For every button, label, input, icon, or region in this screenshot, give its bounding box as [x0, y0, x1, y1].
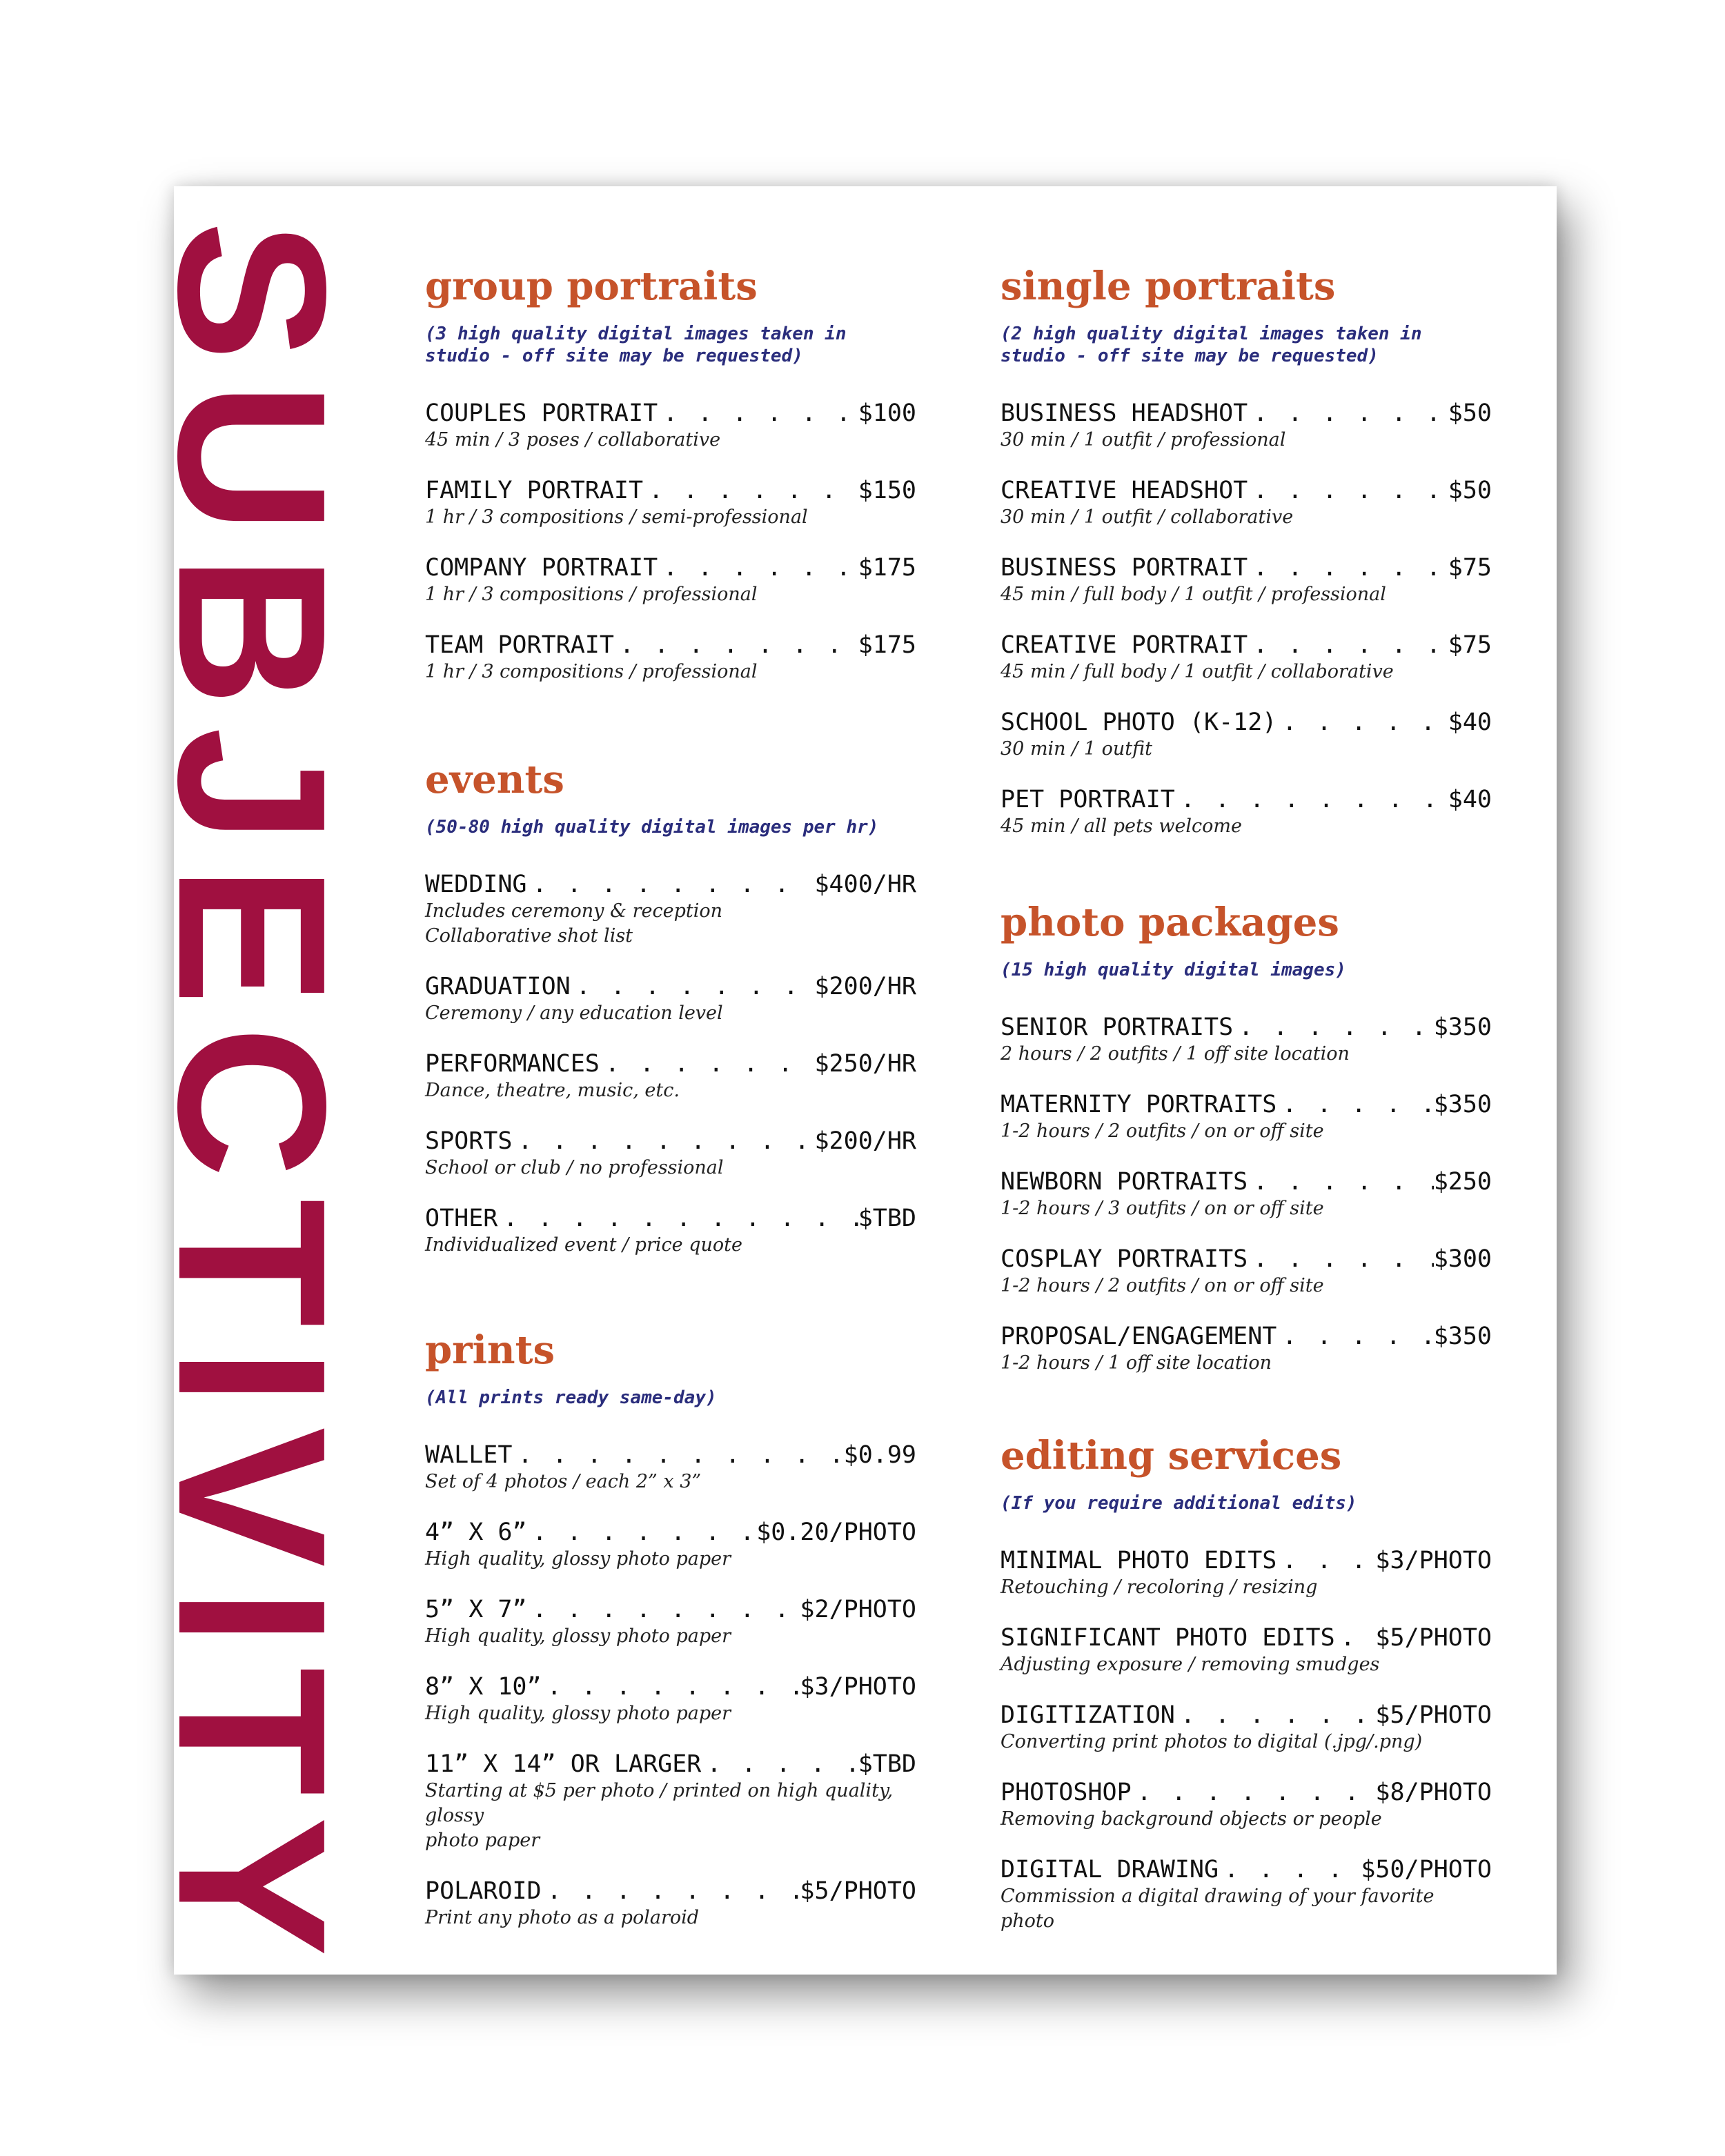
item-description: High quality, glossy photo paper — [425, 1703, 731, 1724]
price-line — [1000, 1546, 1492, 1575]
item-description: High quality, glossy photo paper — [425, 1548, 731, 1570]
section-title: single portraits — [1000, 264, 1336, 309]
item-description: Includes ceremony & reception — [425, 900, 722, 922]
item-description: 1 hr / 3 compositions / professional — [425, 661, 758, 682]
price-item — [425, 1204, 916, 1258]
item-name: MATERNITY PORTRAITS — [1000, 1091, 1277, 1118]
item-description: 45 min / full body / 1 outfit / professional — [1000, 584, 1386, 605]
item-description: 1-2 hours / 1 off site location — [1000, 1352, 1272, 1374]
price-line — [425, 1127, 916, 1156]
price-line — [1000, 1701, 1492, 1730]
item-description: Individualized event / price quote — [425, 1234, 742, 1256]
price-item — [1000, 1546, 1492, 1600]
item-price: $3/PHOTO — [800, 1673, 916, 1701]
item-price: $40 — [1448, 709, 1492, 736]
item-description: Set of 4 photos / each 2” x 3” — [425, 1471, 702, 1492]
section-prints — [425, 1326, 916, 1954]
item-name: OTHER — [425, 1205, 498, 1232]
section-photo-packages — [1000, 898, 1492, 1399]
price-item — [1000, 631, 1492, 684]
price-line — [425, 1877, 916, 1906]
section-title: prints — [425, 1327, 555, 1373]
dot-leader — [658, 399, 858, 428]
section-note: (50-80 high quality digital images per hr) — [425, 817, 879, 838]
item-price: $175 — [858, 631, 916, 659]
item-price: $75 — [1448, 631, 1492, 659]
item-name: DIGITAL DRAWING — [1000, 1856, 1219, 1883]
item-description: 1 hr / 3 compositions / semi-professional — [425, 506, 808, 528]
price-line — [425, 972, 916, 1001]
item-price: $8/PHOTO — [1375, 1779, 1492, 1806]
dot-leader — [1219, 1855, 1361, 1884]
section-title: editing services — [1000, 1433, 1342, 1478]
price-line — [1000, 1855, 1492, 1884]
item-price: $0.99 — [843, 1441, 916, 1469]
dot-leader — [1276, 1546, 1375, 1575]
section-note: (3 high quality digital images taken in studio - off site may be requested) — [425, 324, 847, 366]
price-line — [1000, 1013, 1492, 1042]
price-item — [425, 1595, 916, 1649]
price-line — [1000, 399, 1492, 428]
section-single-portraits — [1000, 262, 1492, 862]
dot-leader — [1233, 1013, 1434, 1042]
dot-leader — [527, 1595, 800, 1624]
price-item — [1000, 1245, 1492, 1298]
item-price: $50 — [1448, 399, 1492, 427]
item-price: $3/PHOTO — [1375, 1547, 1492, 1574]
item-price: $50 — [1448, 477, 1492, 504]
dot-leader — [571, 972, 815, 1001]
item-price: $75 — [1448, 554, 1492, 582]
item-name: SIGNIFICANT PHOTO EDITS — [1000, 1624, 1335, 1652]
item-name: PROPOSAL/ENGAGEMENT — [1000, 1323, 1277, 1350]
price-line — [1000, 708, 1492, 737]
item-name: 8” X 10” — [425, 1673, 542, 1701]
price-item — [425, 1518, 916, 1572]
price-line — [425, 1518, 916, 1547]
price-item — [425, 1441, 916, 1494]
dot-leader — [1132, 1778, 1376, 1807]
item-description: 30 min / 1 outfit — [1000, 738, 1152, 760]
price-item — [1000, 1855, 1492, 1934]
dot-leader — [542, 1672, 800, 1701]
item-description: Converting print photos to digital (.jpg/.png) — [1000, 1731, 1423, 1752]
dot-leader — [1276, 708, 1448, 737]
item-price: $50/PHOTO — [1361, 1856, 1492, 1883]
section-group-portraits — [425, 262, 916, 708]
price-item — [1000, 785, 1492, 839]
dot-leader — [497, 1204, 858, 1233]
item-price: $TBD — [858, 1750, 916, 1778]
item-price: $TBD — [858, 1205, 916, 1232]
price-line — [1000, 1090, 1492, 1119]
item-description: Adjusting exposure / removing smudges — [1000, 1654, 1380, 1675]
price-item — [1000, 1013, 1492, 1067]
price-line — [1000, 631, 1492, 660]
item-name: GRADUATION — [425, 973, 571, 1000]
item-description: 1-2 hours / 2 outfits / on or off site — [1000, 1275, 1324, 1296]
item-name: TEAM PORTRAIT — [425, 631, 614, 659]
item-name: SCHOOL PHOTO (K-12) — [1000, 709, 1277, 736]
price-item — [425, 1049, 916, 1103]
price-line — [425, 553, 916, 582]
dot-leader — [512, 1441, 843, 1470]
price-item — [425, 1127, 916, 1180]
price-item — [1000, 1167, 1492, 1221]
price-item — [425, 553, 916, 607]
item-description: 45 min / full body / 1 outfit / collaborative — [1000, 661, 1394, 682]
price-line — [1000, 785, 1492, 814]
item-description: High quality, glossy photo paper — [425, 1625, 731, 1647]
item-description: Dance, theatre, music, etc. — [425, 1080, 680, 1101]
item-description: 1-2 hours / 2 outfits / on or off site — [1000, 1120, 1324, 1142]
dot-leader — [527, 870, 815, 899]
item-price: $200/HR — [814, 1127, 916, 1155]
dot-leader — [1248, 1245, 1433, 1274]
section-title: group portraits — [425, 264, 758, 309]
section-title: events — [425, 757, 564, 802]
item-price: $350 — [1433, 1013, 1492, 1041]
dot-leader — [1276, 1090, 1433, 1119]
price-item — [425, 476, 916, 530]
item-name: MINIMAL PHOTO EDITS — [1000, 1547, 1277, 1574]
dot-leader — [1248, 553, 1448, 582]
item-name: PERFORMANCES — [425, 1050, 600, 1078]
item-name: 11” X 14” OR LARGER — [425, 1750, 702, 1778]
dot-leader — [1248, 476, 1448, 505]
item-name: NEWBORN PORTRAITS — [1000, 1168, 1248, 1196]
item-price: $250 — [1433, 1168, 1492, 1196]
dot-leader — [1248, 399, 1448, 428]
price-line — [425, 1441, 916, 1470]
price-line — [1000, 1623, 1492, 1652]
price-item — [1000, 1090, 1492, 1144]
price-item — [425, 1750, 916, 1853]
item-description: Retouching / recoloring / resizing — [1000, 1576, 1318, 1598]
section-note: (15 high quality digital images) — [1000, 960, 1346, 980]
price-line — [1000, 553, 1492, 582]
price-line — [1000, 1167, 1492, 1196]
item-price: $2/PHOTO — [800, 1596, 916, 1623]
section-title: photo packages — [1000, 900, 1339, 945]
item-name: PET PORTRAIT — [1000, 786, 1175, 813]
item-price: $100 — [858, 399, 916, 427]
brand-title: SUBJECTIVITY — [135, 221, 370, 1978]
price-item — [1000, 476, 1492, 530]
price-line — [425, 1049, 916, 1078]
item-description: Ceremony / any education level — [425, 1002, 723, 1024]
dot-leader — [1175, 785, 1448, 814]
price-line — [1000, 1245, 1492, 1274]
item-name: SPORTS — [425, 1127, 513, 1155]
item-name: POLAROID — [425, 1877, 542, 1905]
item-price: $350 — [1433, 1323, 1492, 1350]
item-price: $350 — [1433, 1091, 1492, 1118]
section-note: (If you require additional edits) — [1000, 1493, 1357, 1514]
dot-leader — [1248, 631, 1448, 660]
item-price: $200/HR — [814, 973, 916, 1000]
item-description-line-2: photo paper — [425, 1830, 540, 1851]
item-price: $250/HR — [814, 1050, 916, 1078]
price-item — [425, 1672, 916, 1726]
item-price: $5/PHOTO — [1375, 1701, 1492, 1729]
item-name: DIGITIZATION — [1000, 1701, 1175, 1729]
item-price: $400/HR — [814, 871, 916, 898]
item-description: 1-2 hours / 3 outfits / on or off site — [1000, 1198, 1324, 1219]
price-line — [425, 1204, 916, 1233]
dot-leader — [1248, 1167, 1433, 1196]
price-line — [425, 476, 916, 505]
dot-leader — [643, 476, 858, 505]
item-price: $0.20/PHOTO — [756, 1519, 916, 1546]
item-description: Print any photo as a polaroid — [425, 1907, 700, 1928]
item-description: 30 min / 1 outfit / collaborative — [1000, 506, 1294, 528]
item-name: CREATIVE HEADSHOT — [1000, 477, 1248, 504]
price-item — [1000, 1623, 1492, 1677]
item-price: $150 — [858, 477, 916, 504]
price-item — [1000, 1701, 1492, 1754]
price-item — [1000, 1322, 1492, 1376]
dot-leader — [600, 1049, 815, 1078]
item-name: COMPANY PORTRAIT — [425, 554, 658, 582]
item-name: 5” X 7” — [425, 1596, 527, 1623]
item-name: BUSINESS HEADSHOT — [1000, 399, 1248, 427]
dot-leader — [658, 553, 858, 582]
item-name: CREATIVE PORTRAIT — [1000, 631, 1248, 659]
price-item — [1000, 1778, 1492, 1832]
item-description: 2 hours / 2 outfits / 1 off site location — [1000, 1043, 1350, 1065]
dot-leader — [701, 1750, 858, 1779]
price-item — [1000, 708, 1492, 762]
section-note: (2 high quality digital images taken in studio - off site may be requested) — [1000, 324, 1422, 366]
price-line — [1000, 476, 1492, 505]
price-line — [425, 870, 916, 899]
price-item — [425, 870, 916, 949]
price-item — [425, 399, 916, 453]
item-description: Starting at $5 per photo / printed on high quality, glossy — [425, 1780, 894, 1826]
item-price: $5/PHOTO — [1375, 1624, 1492, 1652]
dot-leader — [527, 1518, 757, 1547]
item-description-line-2: Collaborative shot list — [425, 925, 633, 947]
price-line — [425, 1595, 916, 1624]
price-item — [425, 631, 916, 684]
price-item — [1000, 399, 1492, 453]
item-name: BUSINESS PORTRAIT — [1000, 554, 1248, 582]
dot-leader — [1175, 1701, 1376, 1730]
item-name: WEDDING — [425, 871, 527, 898]
item-description: Commission a digital drawing of your favorite photo — [1000, 1886, 1435, 1932]
price-item — [425, 1877, 916, 1930]
section-editing-services — [1000, 1432, 1492, 1957]
dot-leader — [512, 1127, 814, 1156]
item-description: 45 min / 3 poses / collaborative — [425, 429, 721, 451]
dot-leader — [542, 1877, 800, 1906]
price-line — [425, 1672, 916, 1701]
item-description: Removing background objects or people — [1000, 1808, 1382, 1830]
item-name: COSPLAY PORTRAITS — [1000, 1245, 1248, 1273]
item-name: COUPLES PORTRAIT — [425, 399, 658, 427]
item-price: $300 — [1433, 1245, 1492, 1273]
item-name: 4” X 6” — [425, 1519, 527, 1546]
section-note: (All prints ready same-day) — [425, 1387, 717, 1408]
item-name: SENIOR PORTRAITS — [1000, 1013, 1234, 1041]
price-line — [425, 631, 916, 660]
item-name: FAMILY PORTRAIT — [425, 477, 644, 504]
price-line — [425, 1750, 916, 1779]
section-events — [425, 755, 916, 1281]
price-item — [1000, 553, 1492, 607]
price-item — [425, 972, 916, 1026]
item-description: 1 hr / 3 compositions / professional — [425, 584, 758, 605]
item-price: $175 — [858, 554, 916, 582]
item-description: School or club / no professional — [425, 1157, 724, 1178]
dot-leader — [614, 631, 858, 660]
price-line — [1000, 1322, 1492, 1351]
item-price: $5/PHOTO — [800, 1877, 916, 1905]
dot-leader — [1335, 1623, 1376, 1652]
item-name: PHOTOSHOP — [1000, 1779, 1132, 1806]
item-description: 45 min / all pets welcome — [1000, 815, 1243, 837]
item-price: $40 — [1448, 786, 1492, 813]
dot-leader — [1276, 1322, 1433, 1351]
item-name: WALLET — [425, 1441, 513, 1469]
price-line — [1000, 1778, 1492, 1807]
item-description: 30 min / 1 outfit / professional — [1000, 429, 1286, 451]
price-line — [425, 399, 916, 428]
